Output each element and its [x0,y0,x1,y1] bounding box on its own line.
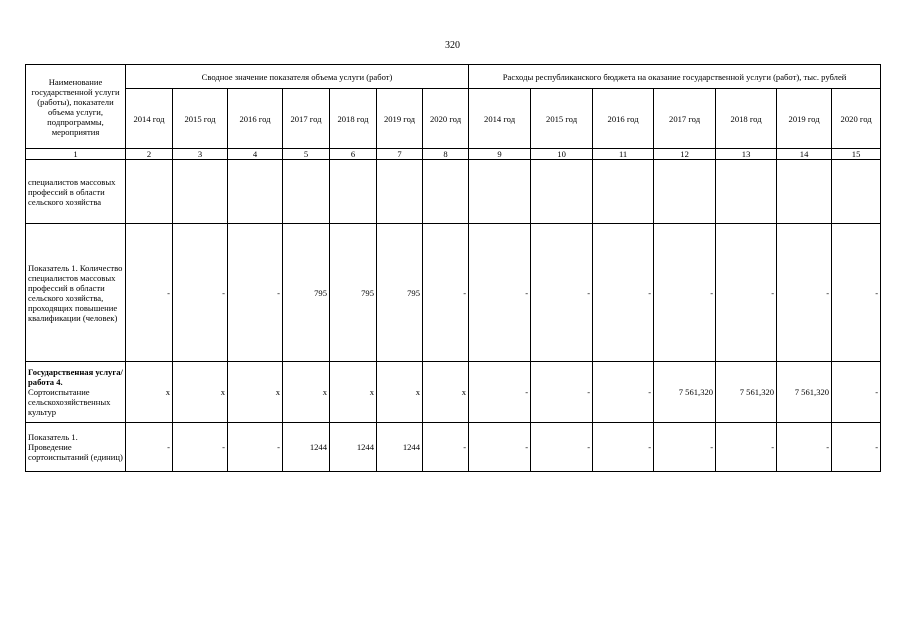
header-year: 2018 год [330,89,377,149]
column-number: 1 [26,149,126,160]
column-number: 7 [377,149,423,160]
cell-value: - [228,224,283,362]
header-year: 2016 год [593,89,654,149]
cell-value [126,160,173,224]
header-year: 2018 год [716,89,777,149]
cell-value: - [832,362,881,423]
cell-value [330,160,377,224]
cell-value [716,160,777,224]
cell-value: - [777,423,832,472]
column-number: 2 [126,149,173,160]
cell-value [173,160,228,224]
cell-value [832,160,881,224]
column-number: 5 [283,149,330,160]
cell-value: 7 561,320 [777,362,832,423]
table-row [26,423,881,472]
cell-value: - [593,224,654,362]
header-year: 2014 год [126,89,173,149]
header-year: 2017 год [283,89,330,149]
cell-value: x [126,362,173,423]
table-row [26,362,881,423]
cell-value [654,160,716,224]
cell-value: x [330,362,377,423]
table-row [26,224,881,362]
cell-value [228,160,283,224]
cell-value [423,160,469,224]
table-row [26,160,881,224]
column-number: 14 [777,149,832,160]
column-number: 12 [654,149,716,160]
column-number: 11 [593,149,654,160]
cell-value: 795 [330,224,377,362]
cell-value: x [423,362,469,423]
column-number: 8 [423,149,469,160]
cell-value: - [423,224,469,362]
row-name-bold: Государственная услуга/работа 4. [28,367,123,387]
cell-value: x [283,362,330,423]
row-name: специалистов массовых профессий в области сельского хозяйства [26,160,126,224]
cell-value: x [173,362,228,423]
row-name: Показатель 1. Количество специалистов массовых профессий в области сельского хозяйства, проходящих повышение квалификации (человек) [26,224,126,362]
cell-value: - [173,224,228,362]
cell-value: 795 [283,224,330,362]
cell-value: - [716,224,777,362]
row-name [26,362,126,423]
cell-value: 1244 [283,423,330,472]
cell-value [531,160,593,224]
cell-value: 7 561,320 [716,362,777,423]
cell-value: 1244 [377,423,423,472]
cell-value [377,160,423,224]
cell-value [777,160,832,224]
cell-value: - [832,423,881,472]
budget-table [25,64,881,472]
cell-value: - [531,362,593,423]
cell-value: 1244 [330,423,377,472]
cell-value: - [531,224,593,362]
cell-value: 7 561,320 [654,362,716,423]
cell-value: 795 [377,224,423,362]
header-year: 2015 год [531,89,593,149]
header-year: 2014 год [469,89,531,149]
cell-value: - [654,224,716,362]
column-number: 9 [469,149,531,160]
column-number: 6 [330,149,377,160]
column-number: 4 [228,149,283,160]
column-number: 10 [531,149,593,160]
column-number-row [26,149,881,160]
cell-value: - [469,224,531,362]
header-year: 2020 год [423,89,469,149]
row-name-text: Сортоиспытание сельскохозяйственных культур [28,387,111,417]
cell-value [469,160,531,224]
cell-value: - [654,423,716,472]
cell-value: - [126,423,173,472]
cell-value: - [469,362,531,423]
cell-value: - [716,423,777,472]
header-volume-group: Сводное значение показателя объема услуги (работ) [126,65,469,89]
cell-value: - [531,423,593,472]
header-year: 2019 год [777,89,832,149]
cell-value [283,160,330,224]
header-year: 2017 год [654,89,716,149]
column-number: 13 [716,149,777,160]
row-name: Показатель 1. Проведение сортоиспытаний (единиц) [26,423,126,472]
header-year: 2015 год [173,89,228,149]
column-number: 3 [173,149,228,160]
header-year: 2019 год [377,89,423,149]
cell-value: - [469,423,531,472]
cell-value: - [228,423,283,472]
cell-value: - [832,224,881,362]
cell-value: x [377,362,423,423]
cell-value [593,160,654,224]
cell-value: - [593,423,654,472]
cell-value: x [228,362,283,423]
cell-value: - [777,224,832,362]
header-name-column: Наименование государственной услуги (работы), показатели объема услуги, подпрограммы, мероприятия [26,65,126,149]
header-year: 2016 год [228,89,283,149]
cell-value: - [126,224,173,362]
page-number: 320 [445,40,460,51]
cell-value: - [173,423,228,472]
header-budget-group: Расходы республиканского бюджета на оказание государственной услуги (работ), тыс. рублей [469,65,881,89]
column-number: 15 [832,149,881,160]
cell-value: - [423,423,469,472]
cell-value: - [593,362,654,423]
header-year: 2020 год [832,89,881,149]
